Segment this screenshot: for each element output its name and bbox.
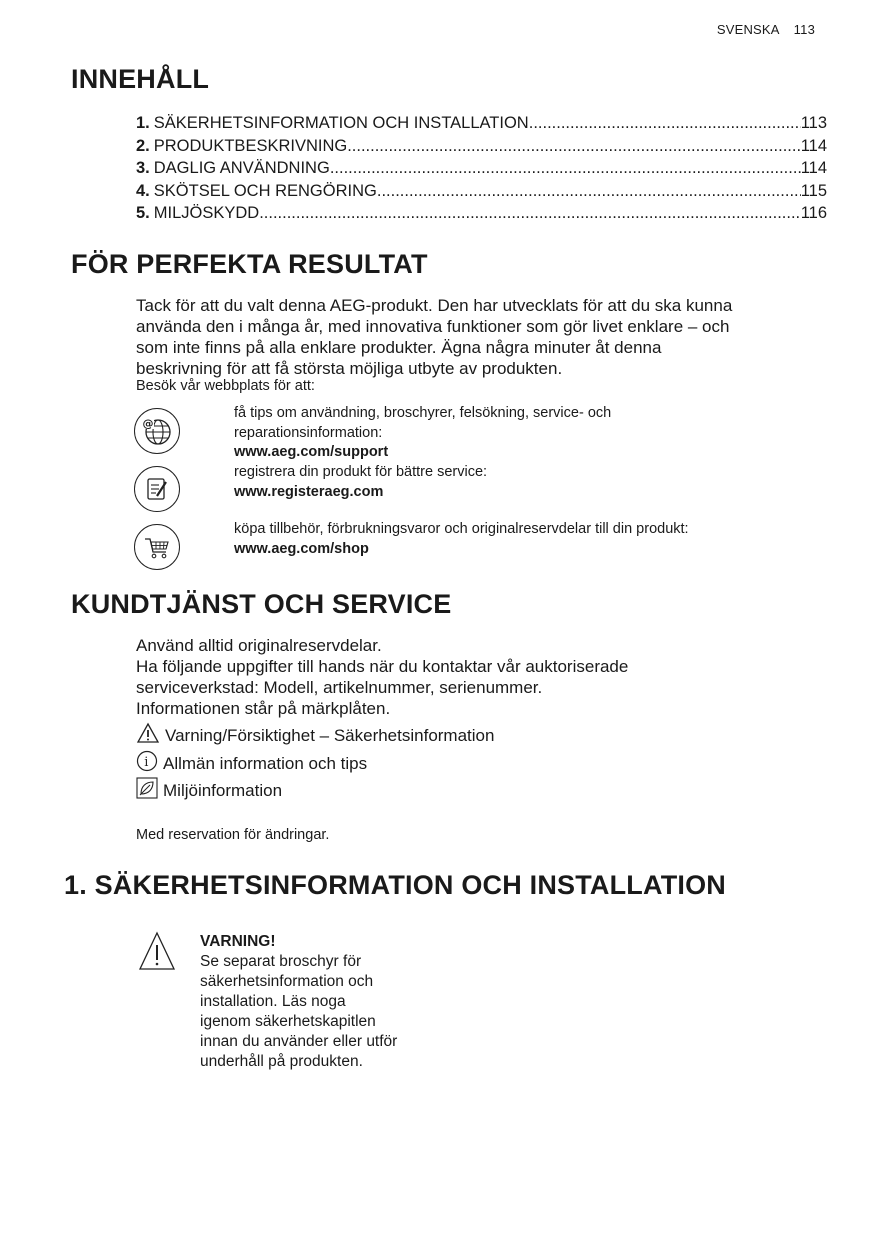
intro-line: använda den i många år, med innovativa funktioner som gör livet enklare – och xyxy=(136,317,730,336)
legend-environment-label: Miljöinformation xyxy=(163,780,283,800)
support-text: reparationsinformation: xyxy=(234,424,383,441)
warning-line: installation. Läs noga xyxy=(200,993,346,1010)
warning-box xyxy=(200,932,397,1072)
legend-warning-label: Varning/Försiktighet – Säkerhetsinformation xyxy=(165,725,495,745)
globe-icon xyxy=(134,408,180,454)
toc-title: INNEHÅLL xyxy=(71,64,210,94)
reservation-text: Med reservation för ändringar. xyxy=(136,827,330,843)
toc-leader xyxy=(347,135,800,158)
register-link[interactable]: www.registeraeg.com xyxy=(234,483,384,500)
toc-item-label: DAGLIG ANVÄNDNING xyxy=(153,159,330,178)
warning-line: igenom säkerhetskapitlen xyxy=(200,1013,376,1030)
legend-info xyxy=(136,750,367,777)
shop-text: köpa tillbehör, förbrukningsvaror och originalreservdelar till din produkt: xyxy=(234,521,689,537)
legend-warning xyxy=(136,722,494,749)
service-text xyxy=(136,635,628,719)
svg-text:i: i xyxy=(144,755,149,770)
shop-link[interactable]: www.aeg.com/shop xyxy=(234,540,369,557)
warning-title: VARNING! xyxy=(200,933,276,950)
service-line: Informationen står på märkplåten. xyxy=(136,699,391,718)
toc-item[interactable] xyxy=(136,135,827,158)
intro-line: Tack för att du valt denna AEG-produkt. Den har utvecklats för att du ska kunna xyxy=(136,296,733,315)
visit-text: Besök vår webbplats för att: xyxy=(136,378,315,394)
header-language: SVENSKA xyxy=(716,22,780,37)
toc-item-number: 4. xyxy=(136,181,150,200)
shop-info xyxy=(234,520,689,559)
results-title: FÖR PERFEKTA RESULTAT xyxy=(71,249,428,279)
toc-item[interactable] xyxy=(136,202,827,225)
toc-item-number: 3. xyxy=(136,159,150,178)
support-text: få tips om användning, broschyrer, felsökning, service- och xyxy=(234,405,612,421)
intro-line: beskrivning för att få största möjliga utbyte av produkten. xyxy=(136,359,563,378)
service-title: KUNDTJÄNST OCH SERVICE xyxy=(71,589,452,619)
toc-item-number: 2. xyxy=(136,136,150,155)
toc-item[interactable] xyxy=(136,180,827,203)
toc-item[interactable] xyxy=(136,112,827,135)
safety-title: 1. SÄKERHETSINFORMATION OCH INSTALLATION xyxy=(64,870,726,900)
toc-item-page: 116 xyxy=(800,204,827,223)
toc-item-label: SKÖTSEL OCH RENGÖRING xyxy=(153,181,377,200)
warning-icon xyxy=(136,722,160,749)
warning-line: innan du använder eller utför xyxy=(200,1033,398,1050)
service-line: Använd alltid originalreservdelar. xyxy=(136,636,382,655)
toc-leader xyxy=(330,157,801,180)
toc-item-page: 114 xyxy=(800,159,827,178)
toc-item-page: 113 xyxy=(800,114,827,132)
warning-line: Se separat broschyr för xyxy=(200,953,362,970)
toc-item[interactable] xyxy=(136,157,827,180)
register-info xyxy=(234,463,487,502)
legend-environment xyxy=(136,777,282,804)
support-info xyxy=(234,404,611,463)
page-header xyxy=(717,22,815,37)
toc-item-page: 115 xyxy=(800,181,827,200)
register-form-icon xyxy=(134,466,180,512)
support-link[interactable]: www.aeg.com/support xyxy=(234,444,389,460)
toc-leader xyxy=(377,180,801,203)
toc-item-label: PRODUKTBESKRIVNING xyxy=(153,136,348,155)
service-line: serviceverkstad: Modell, artikelnummer, serienummer. xyxy=(136,678,543,697)
results-intro xyxy=(136,295,732,379)
shopping-cart-icon xyxy=(134,524,180,570)
legend-info-label: Allmän information och tips xyxy=(163,753,368,773)
toc-item-label: SÄKERHETSINFORMATION OCH INSTALLATION xyxy=(153,114,529,132)
toc-leader xyxy=(259,202,800,225)
page-number: 113 xyxy=(793,22,815,37)
leaf-icon xyxy=(136,777,158,804)
register-text: registrera din produkt för bättre service: xyxy=(234,464,488,480)
toc-item-number: 1. xyxy=(136,114,150,132)
warning-triangle-icon xyxy=(137,930,177,977)
toc-item-label: MILJÖSKYDD xyxy=(153,204,260,223)
svg-text:@: @ xyxy=(142,417,154,430)
service-line: Ha följande uppgifter till hands när du kontaktar vår auktoriserade xyxy=(136,657,629,676)
intro-line: som inte finns på alla enklare produkter. Ägna några minuter åt denna xyxy=(136,338,662,357)
warning-line: underhåll på produkten. xyxy=(200,1053,363,1070)
toc-item-page: 114 xyxy=(800,136,827,155)
table-of-contents xyxy=(136,112,827,225)
toc-item-number: 5. xyxy=(136,204,150,223)
toc-leader xyxy=(529,112,801,135)
warning-line: säkerhetsinformation och xyxy=(200,973,374,990)
info-icon xyxy=(136,750,158,777)
